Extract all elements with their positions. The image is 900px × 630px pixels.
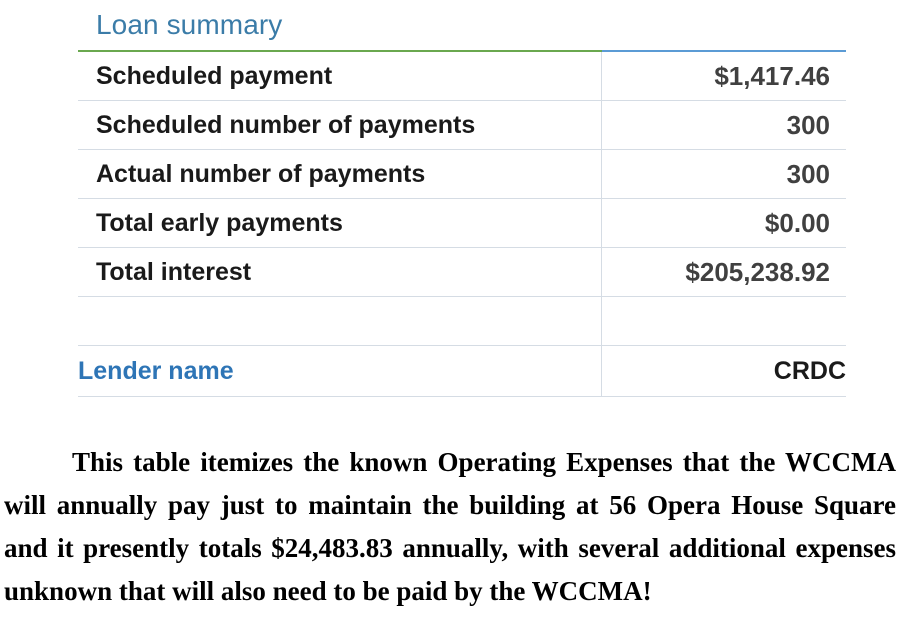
table-title: Loan summary — [96, 9, 283, 40]
table-row — [78, 150, 846, 199]
table-row — [78, 101, 846, 150]
row-label: Total interest — [78, 248, 601, 297]
row-value: $205,238.92 — [601, 248, 846, 297]
row-value: 300 — [601, 150, 846, 199]
table-title-cell — [78, 0, 601, 51]
row-label: Scheduled number of payments — [78, 101, 601, 150]
row-label: Total early payments — [78, 199, 601, 248]
row-label: Actual number of payments — [78, 150, 601, 199]
row-value — [601, 297, 846, 346]
loan-summary-table — [78, 0, 846, 397]
body-paragraph: This table itemizes the known Operating Expenses that the WCCMA will annually pay just to maintain the building at 56 Opera House Square and it presently totals $24,483.83 annually, with several additional expenses unknown that will also need to be paid by the WCCMA! — [4, 447, 896, 606]
row-value: $1,417.46 — [601, 51, 846, 101]
row-label — [78, 297, 601, 346]
table-row — [78, 199, 846, 248]
row-value: 300 — [601, 101, 846, 150]
table-title-row — [78, 0, 846, 51]
lender-row — [78, 346, 846, 397]
row-value: $0.00 — [601, 199, 846, 248]
table-row — [78, 51, 846, 101]
row-label: Scheduled payment — [78, 51, 601, 101]
lender-label: Lender name — [78, 346, 601, 397]
lender-value: CRDC — [601, 346, 846, 397]
table-empty-row — [78, 297, 846, 346]
table-row — [78, 248, 846, 297]
table-title-value-cell — [601, 0, 846, 51]
